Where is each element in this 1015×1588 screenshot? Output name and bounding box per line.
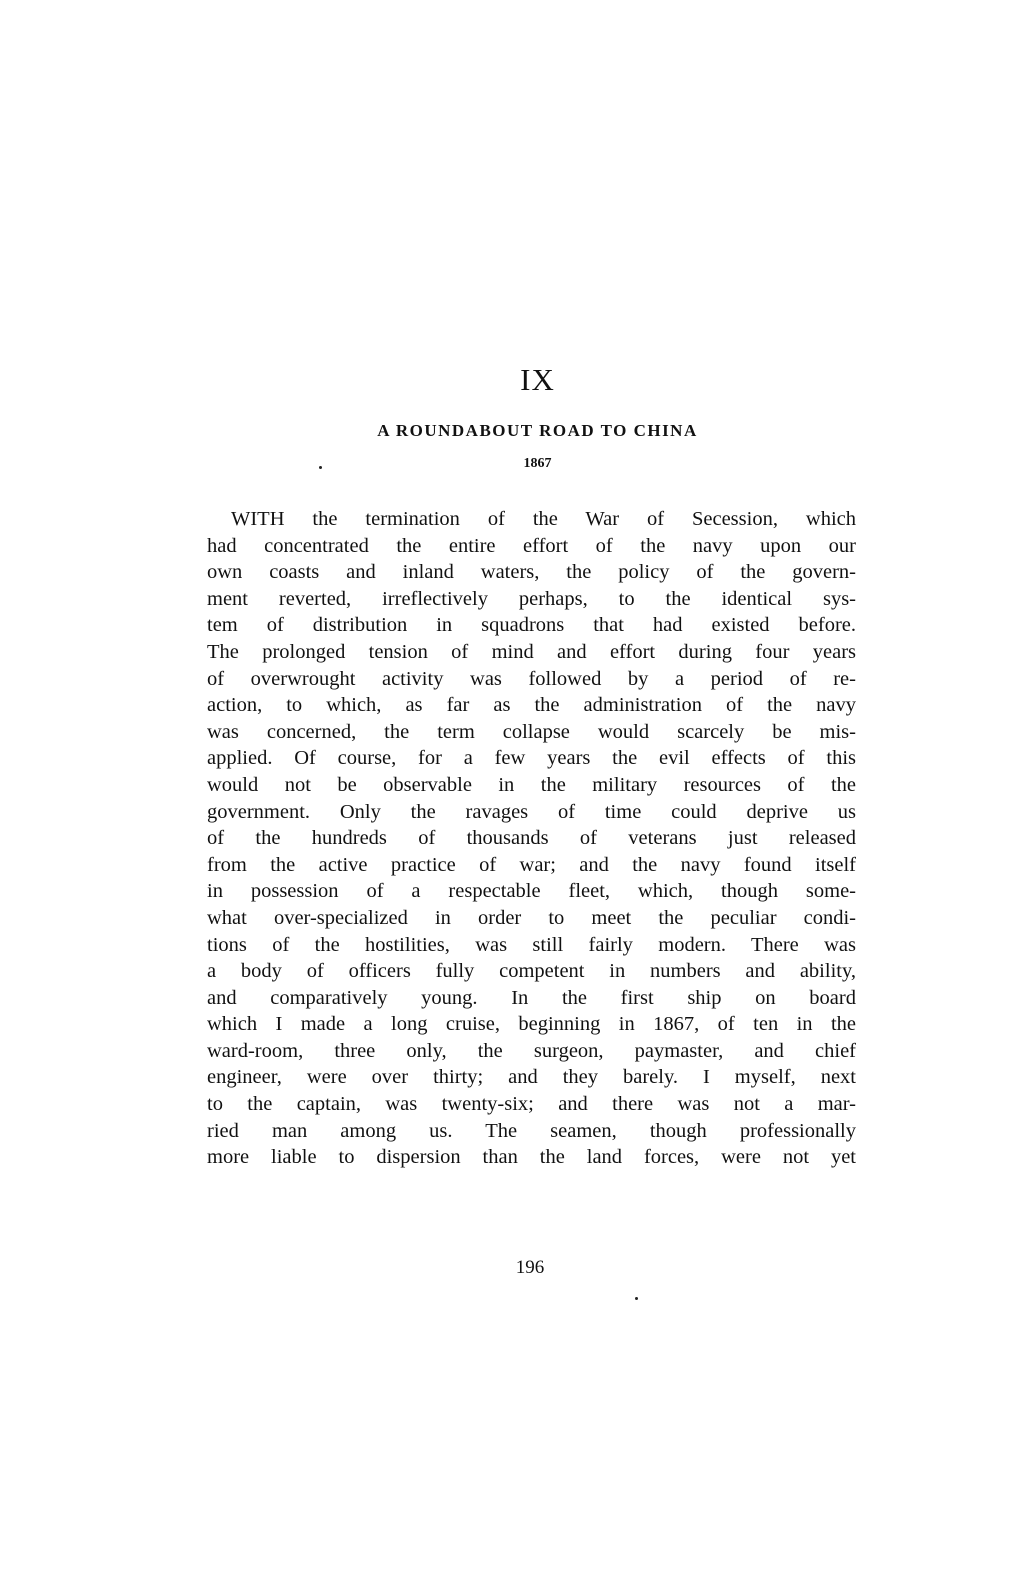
body-paragraph [207, 506, 856, 1171]
page-number: 196 [515, 1257, 545, 1278]
text-line: government. Only the ravages of time could deprive us [207, 800, 856, 823]
text-line: and comparatively young. In the first ship on board [207, 986, 856, 1009]
text-line: The prolonged tension of mind and effort during four years [207, 640, 856, 663]
chapter-year: 1867 [523, 456, 552, 471]
speck-mark [319, 466, 322, 469]
text-line: a body of officers fully competent in numbers and ability, [207, 960, 856, 983]
chapter-title: A ROUNDABOUT ROAD TO CHINA [377, 421, 698, 440]
text-line: from the active practice of war; and the navy found itself [207, 853, 856, 876]
text-line: tions of the hostilities, was still fairly modern. There was [207, 933, 856, 956]
text-line: had concentrated the entire effort of the navy upon our [207, 534, 856, 557]
text-line: of overwrought activity was followed by a period of re- [207, 667, 856, 690]
text-line: ment reverted, irreflectively perhaps, to the identical sys- [207, 587, 856, 610]
text-line: ward-room, three only, the surgeon, paymaster, and chief [207, 1039, 856, 1062]
chapter-number: IX [520, 362, 555, 397]
text-line: would not be observable in the military resources of the [207, 773, 856, 796]
text-line: what over-specialized in order to meet the peculiar condi- [207, 906, 856, 929]
text-line: more liable to dispersion than the land forces, were not yet [207, 1146, 856, 1169]
text-line: to the captain, was twenty-six; and there was not a mar- [207, 1093, 856, 1116]
text-line: which I made a long cruise, beginning in 1867, of ten in the [207, 1013, 856, 1036]
speck-mark [635, 1297, 638, 1300]
text-line: ried man among us. The seamen, though professionally [207, 1119, 856, 1142]
text-line: of the hundreds of thousands of veterans just released [207, 827, 856, 850]
text-line: in possession of a respectable fleet, which, though some- [207, 880, 856, 903]
text-line: WITH the termination of the War of Secession, which [231, 508, 856, 530]
text-line: applied. Of course, for a few years the evil effects of this [207, 747, 856, 770]
text-line: engineer, were over thirty; and they barely. I myself, next [207, 1066, 856, 1089]
text-line: tem of distribution in squadrons that had existed before. [207, 614, 856, 637]
text-line: action, to which, as far as the administration of the navy [207, 694, 856, 717]
text-line: was concerned, the term collapse would scarcely be mis- [207, 720, 856, 743]
text-line: own coasts and inland waters, the policy of the govern- [207, 561, 856, 584]
